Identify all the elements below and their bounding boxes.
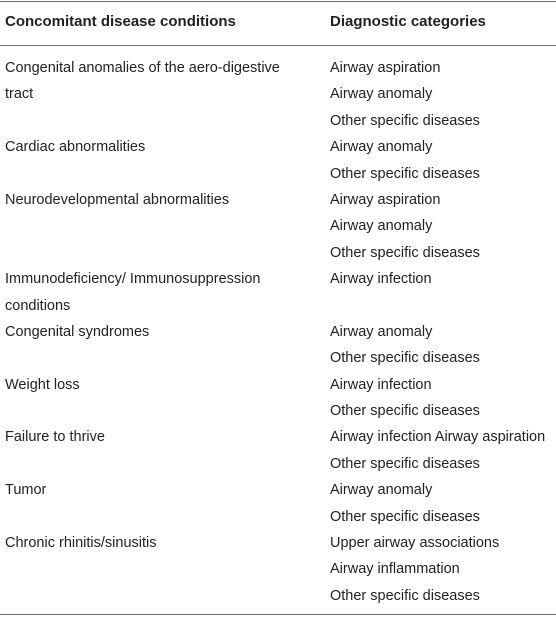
category-text: Airway anomaly: [330, 482, 433, 499]
table-row: [0, 134, 556, 187]
condition-text: Chronic rhinitis/sinusitis: [5, 535, 157, 552]
category-cell: [325, 477, 480, 530]
table-row: [0, 319, 556, 372]
condition-cell: [0, 55, 325, 108]
category-cell: [325, 55, 480, 134]
category-text: Other specific diseases: [330, 112, 480, 129]
condition-cell: [0, 319, 325, 345]
category-cell: [325, 372, 480, 425]
condition-text: Immunodeficiency/ Immunosuppression: [5, 271, 261, 288]
table-bottom-rule: [0, 614, 556, 615]
condition-text: tract: [5, 86, 34, 103]
condition-text: Congenital anomalies of the aero-digestive: [5, 60, 280, 76]
category-cell: [325, 187, 480, 266]
category-text: Other specific diseases: [330, 455, 480, 472]
header-concomitant-disease-conditions: Concomitant disease conditions: [5, 13, 236, 30]
category-text: Other specific diseases: [330, 165, 480, 182]
category-text: Airway infection: [330, 376, 432, 393]
condition-text: Cardiac abnormalities: [5, 139, 146, 156]
table-row: [0, 372, 556, 425]
category-text: Other specific diseases: [330, 587, 480, 604]
category-text: Airway infection Airway aspiration: [330, 429, 546, 446]
category-text: Other specific diseases: [330, 244, 480, 261]
header-diagnostic-categories: Diagnostic categories: [330, 13, 486, 30]
condition-cell: [0, 134, 325, 160]
table-row: [0, 55, 556, 134]
table-row: [0, 424, 556, 477]
category-text: Airway inflammation: [330, 561, 460, 578]
category-cell: [325, 424, 545, 477]
table-row: [0, 187, 556, 266]
category-text: Airway anomaly: [330, 139, 433, 156]
category-text: Airway infection: [330, 271, 432, 288]
condition-cell: [0, 477, 325, 503]
condition-text: Weight loss: [5, 376, 80, 393]
category-text: Upper airway associations: [330, 535, 500, 552]
category-text: Airway aspiration: [330, 60, 441, 76]
condition-cell: [0, 530, 325, 556]
category-cell: [325, 266, 432, 292]
category-text: Other specific diseases: [330, 350, 480, 367]
table-header-rule: [0, 45, 556, 46]
condition-text: Failure to thrive: [5, 429, 105, 446]
condition-text: Neurodevelopmental abnormalities: [5, 191, 230, 208]
category-text: Airway aspiration: [330, 191, 441, 208]
category-text: Airway anomaly: [330, 323, 433, 340]
category-text: Other specific diseases: [330, 508, 480, 525]
condition-cell: [0, 424, 325, 450]
condition-cell: [0, 266, 325, 319]
table-body: [0, 55, 556, 609]
category-text: Airway anomaly: [330, 218, 433, 235]
category-cell: [325, 134, 480, 187]
condition-text: Congenital syndromes: [5, 323, 150, 340]
category-text: Other specific diseases: [330, 403, 480, 420]
condition-cell: [0, 372, 325, 398]
category-cell: [325, 319, 480, 372]
category-text: Airway anomaly: [330, 86, 433, 103]
table-row: [0, 477, 556, 530]
condition-text: conditions: [5, 297, 71, 314]
table-row: [0, 530, 556, 609]
table-row: [0, 266, 556, 319]
condition-cell: [0, 187, 325, 213]
condition-text: Tumor: [5, 482, 47, 499]
table-top-rule: [0, 1, 556, 2]
category-cell: [325, 530, 499, 609]
